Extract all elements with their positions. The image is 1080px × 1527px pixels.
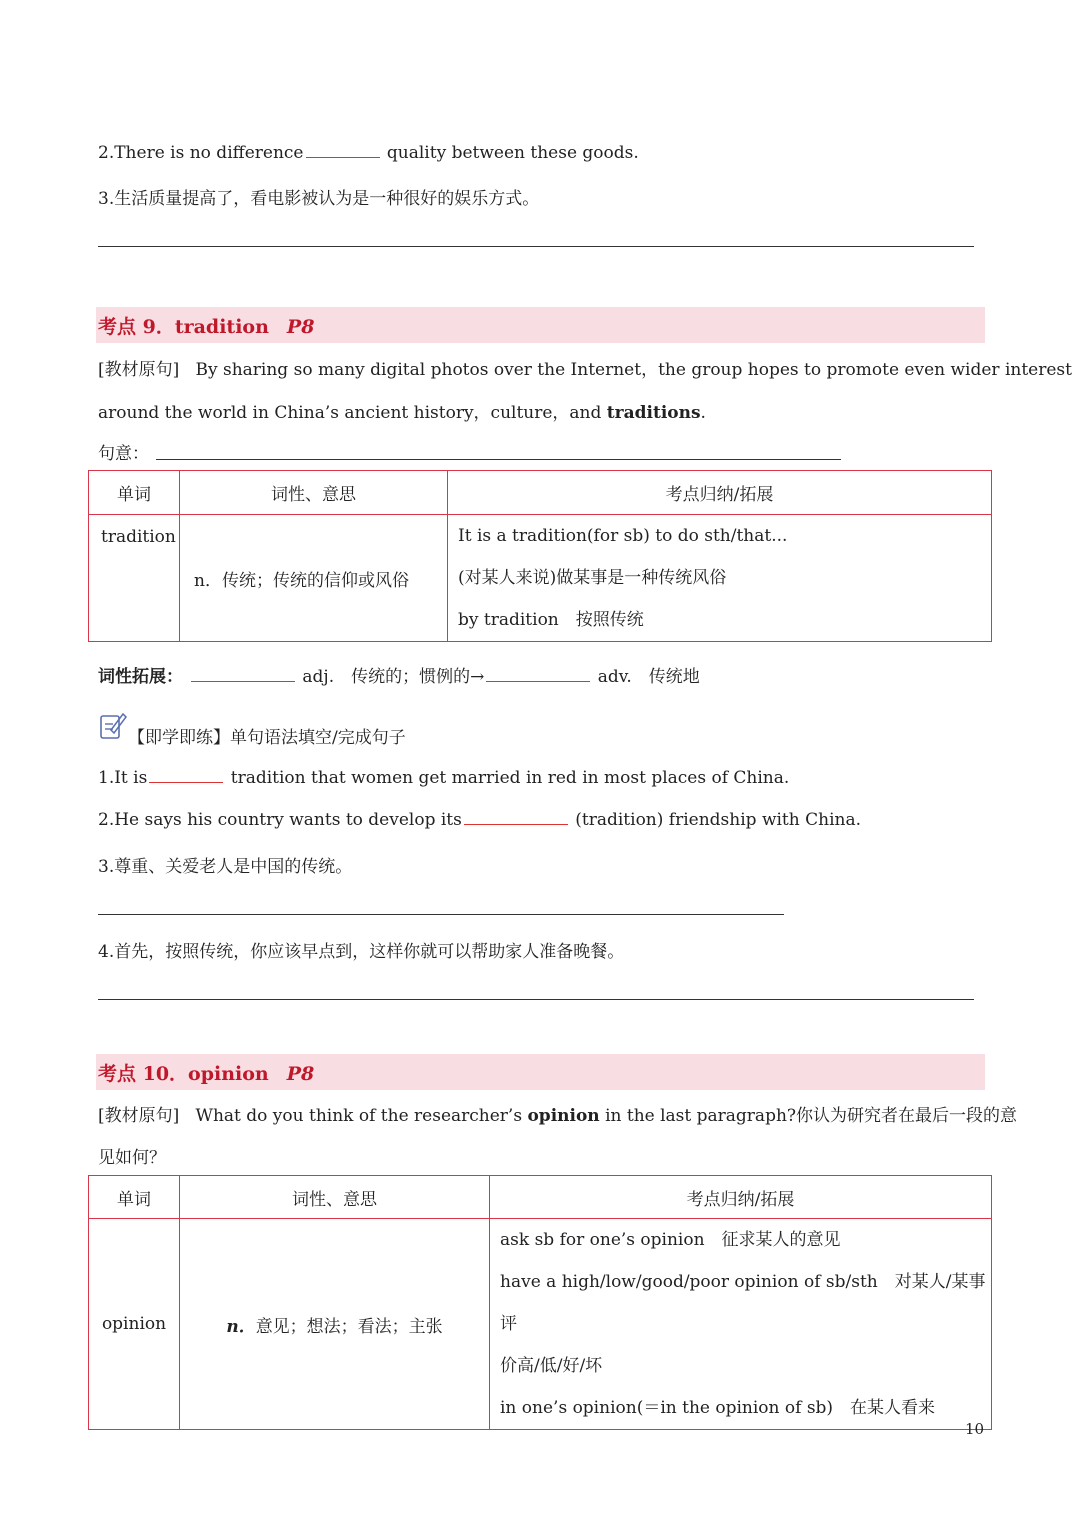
practice-note-icon — [99, 710, 127, 740]
derivation: 词性拓展： adj. 传统的；惯例的→ adv. 传统地 — [98, 667, 700, 687]
meaning-answer-line[interactable] — [156, 459, 841, 460]
table-meaning: n．意见；想法；看法；主张 — [180, 1219, 490, 1430]
table-meaning: n．传统；传统的信仰或风俗 — [180, 515, 448, 642]
answer-line[interactable] — [98, 999, 974, 1000]
page-ref: P8 — [286, 1063, 315, 1085]
table-notes: ask sb for one’s opinion 征求某人的意见 have a high/low/good/poor opinion of sb/sth 对某人/某事评 价高/低/好/坏 in one’s opinion(＝in the opinion of sb) 在某人看来 — [490, 1219, 992, 1430]
vocab-table-opinion: 单词 词性、意思 考点归纳/拓展 opinion n．意见；想法；看法；主张 ask sb for one’s opinion 征求某人的意见 have a high/low/good/poor opinion of sb/sth 对某人/某事评 价高/低/好/坏 in one’s opinion(＝in the opinion of sb) 在某人看来 — [88, 1175, 992, 1430]
section-title: 考点 10．opinion — [98, 1063, 269, 1085]
practice-heading: 【即学即练】单句语法填空/完成句子 — [128, 728, 406, 748]
table-notes: It is a tradition(for sb) to do sth/that... (对某人来说)做某事是一种传统风俗 by tradition 按照传统 — [448, 515, 992, 642]
practice-item-3: 3.尊重、关爱老人是中国的传统。 — [98, 857, 353, 877]
fill-blank[interactable] — [191, 680, 295, 682]
section-title: 考点 9．tradition — [98, 316, 269, 338]
fill-blank[interactable] — [486, 680, 590, 682]
table-word: tradition — [89, 515, 180, 642]
page-ref: P8 — [286, 316, 315, 338]
source-sentence: [教材原句] What do you think of the researcher’s opinion in the last paragraph?你认为研究者在最后一段的意 — [98, 1106, 1018, 1126]
page-number: 10 — [965, 1420, 985, 1438]
answer-line[interactable] — [98, 246, 974, 247]
table-word: opinion — [89, 1219, 180, 1430]
practice-item-4: 4.首先，按照传统，你应该早点到，这样你就可以帮助家人准备晚餐。 — [98, 942, 625, 962]
answer-line[interactable] — [98, 914, 784, 915]
source-sentence-cont: around the world in China’s ancient history，culture，and traditions. — [98, 403, 706, 423]
practice-item-2: 2.He says his country wants to develop its (tradition) friendship with China. — [98, 810, 861, 830]
meaning-label: 句意： — [98, 444, 149, 464]
source-sentence: [教材原句] By sharing so many digital photos over the Internet，the group hopes to promote even wider interest — [98, 360, 1072, 380]
exercise-item-2: 2.There is no difference quality between these goods. — [98, 143, 639, 163]
fill-blank[interactable] — [149, 781, 223, 783]
section-header-10 — [96, 1054, 985, 1090]
fill-blank[interactable] — [306, 156, 380, 158]
vocab-table-tradition: 单词 词性、意思 考点归纳/拓展 tradition n．传统；传统的信仰或风俗 It is a tradition(for sb) to do sth/that... (对某人来说)做某事是一种传统风俗 by tradition 按照传统 — [88, 470, 992, 642]
source-sentence-cont: 见如何？ — [98, 1148, 166, 1168]
exercise-item-3: 3.生活质量提高了，看电影被认为是一种很好的娱乐方式。 — [98, 189, 540, 209]
practice-item-1: 1.It is tradition that women get married in red in most places of China. — [98, 768, 790, 788]
section-header-9 — [96, 307, 985, 343]
fill-blank[interactable] — [464, 823, 568, 825]
